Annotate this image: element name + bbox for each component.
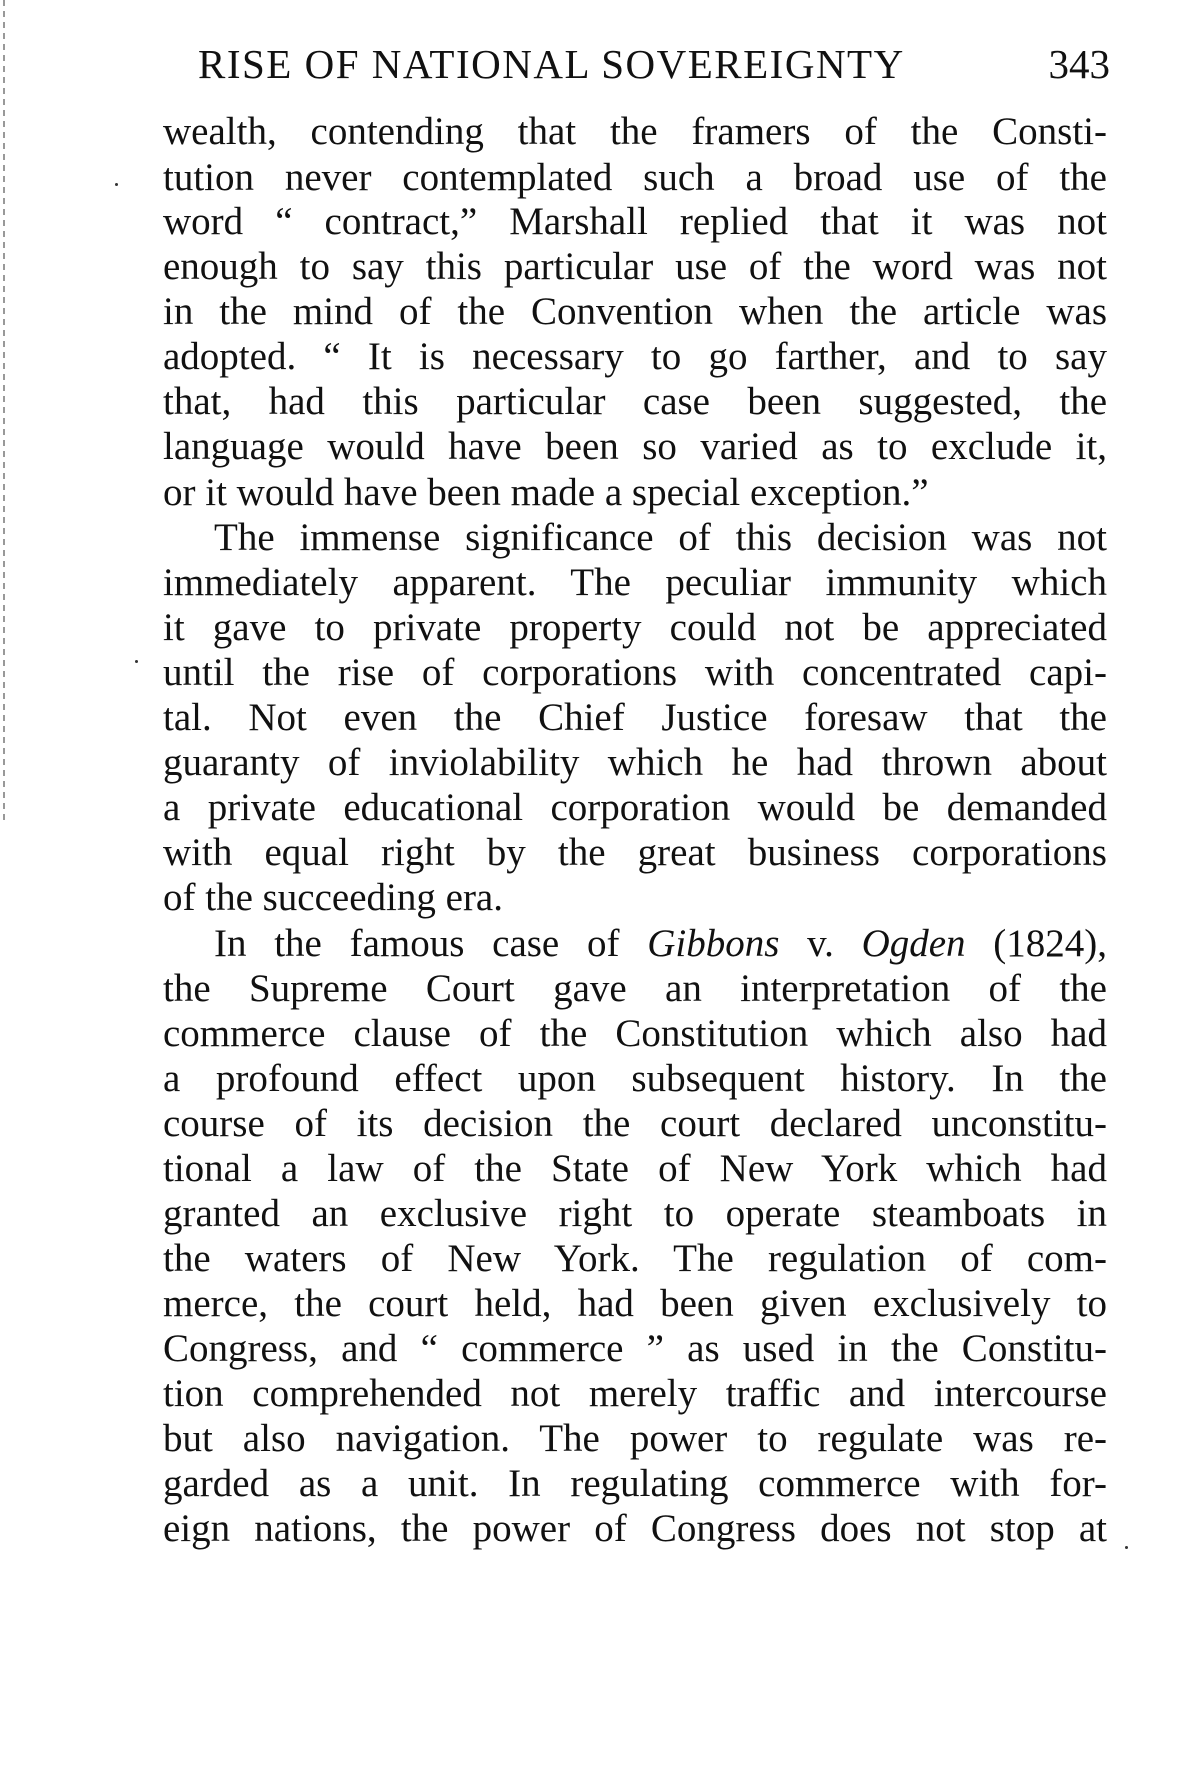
scan-speck (1125, 1546, 1128, 1549)
text-run: v. (779, 922, 862, 965)
text-line: until the rise of corporations with concentrated capi- (163, 651, 1107, 694)
text-line: tion comprehended not merely traffic and intercourse (163, 1372, 1107, 1415)
case-name-italic: Ogden (861, 922, 966, 965)
text-line: word “ contract,” Marshall replied that it was not (163, 200, 1107, 243)
text-line-with-case-name (214, 920, 1107, 968)
text-line: The immense significance of this decision was not (214, 516, 1107, 559)
text-line: a profound effect upon subsequent history. In the (163, 1057, 1107, 1100)
text-line: the waters of New York. The regulation of com- (163, 1237, 1107, 1280)
running-title: RISE OF NATIONAL SOVEREIGNTY (198, 41, 905, 87)
binding-edge (3, 0, 5, 820)
text-line: enough to say this particular use of the word was not (163, 245, 1107, 288)
text-line: a private educational corporation would be demanded (163, 786, 1107, 829)
text-line: guaranty of inviolability which he had thrown about (163, 741, 1107, 784)
text-line: with equal right by the great business corporations (163, 831, 1107, 874)
text-line: immediately apparent. The peculiar immunity which (163, 561, 1107, 604)
text-line: merce, the court held, had been given exclusively to (163, 1282, 1107, 1325)
text-line: tional a law of the State of New York which had (163, 1147, 1107, 1190)
text-line: tution never contemplated such a broad use of the (163, 156, 1107, 199)
text-line: wealth, contending that the framers of the Consti- (163, 110, 1107, 153)
text-line: language would have been so varied as to exclude it, (163, 425, 1107, 468)
text-line: the Supreme Court gave an interpretation of the (163, 967, 1107, 1010)
text-line: tal. Not even the Chief Justice foresaw that the (163, 696, 1107, 739)
text-run: (1824), (965, 922, 1107, 965)
text-line: eign nations, the power of Congress does not stop at (163, 1507, 1107, 1550)
text-line: but also navigation. The power to regulate was re- (163, 1417, 1107, 1460)
page-number: 343 (1048, 41, 1110, 87)
scan-speck (115, 183, 118, 186)
text-line: commerce clause of the Constitution which also had (163, 1012, 1107, 1055)
scan-speck (135, 660, 138, 663)
text-line: garded as a unit. In regulating commerce with for- (163, 1462, 1107, 1505)
text-line: it gave to private property could not be appreciated (163, 606, 1107, 649)
text-line: of the succeeding era. (163, 876, 503, 919)
text-line: that, had this particular case been suggested, the (163, 380, 1107, 423)
text-run: In the famous case of (214, 922, 648, 965)
text-line: in the mind of the Convention when the article was (163, 290, 1107, 333)
text-line: or it would have been made a special exception.” (163, 471, 929, 514)
text-line: course of its decision the court declared unconstitu- (163, 1102, 1107, 1145)
running-header (198, 40, 1110, 100)
text-line: Congress, and “ commerce ” as used in the Constitu- (163, 1327, 1107, 1370)
text-line: adopted. “ It is necessary to go farther, and to say (163, 335, 1107, 378)
case-name-italic: Gibbons (647, 922, 780, 965)
text-line: granted an exclusive right to operate steamboats in (163, 1192, 1107, 1235)
